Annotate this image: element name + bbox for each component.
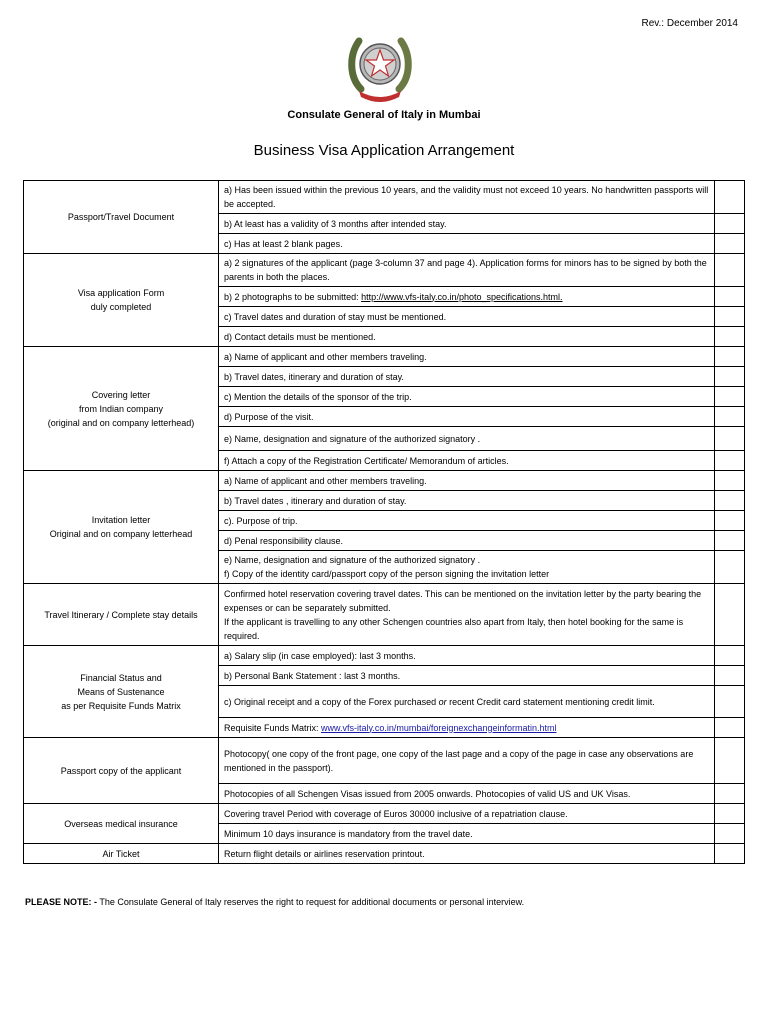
requirement-text: f) Copy of the identity card/passport copy of the person signing the invitation letter: [224, 569, 550, 579]
checklist-box[interactable]: [715, 451, 745, 471]
requirement-text: b) 2 photographs to be submitted:: [224, 291, 362, 302]
category-cell: [24, 584, 219, 646]
requirement-cell: [219, 254, 715, 287]
checklist-box[interactable]: [715, 214, 745, 234]
requirement-cell: [219, 387, 715, 407]
category-label: from Indian company: [78, 403, 164, 414]
requirement-cell: [219, 844, 715, 864]
requirement-cell: [219, 646, 715, 666]
requirement-cell: [219, 347, 715, 367]
checklist-box[interactable]: [715, 234, 745, 254]
category-label: (original and on company letterhead): [47, 417, 195, 428]
checklist-box[interactable]: [715, 804, 745, 824]
category-cell: [24, 738, 219, 804]
category-label: duly completed: [90, 302, 152, 312]
page-title: Business Visa Application Arrangement: [253, 142, 515, 159]
requirement-text: f) Attach a copy of the Registration Certificate/ Memorandum of articles.: [224, 455, 509, 466]
note-label: PLEASE NOTE: -: [25, 897, 98, 907]
requirement-text: d) Purpose of the visit.: [224, 411, 314, 422]
requirement-text: b) At least has a validity of 3 months after intended stay.: [224, 218, 447, 229]
category-label: Covering letter: [91, 389, 151, 400]
checklist-box[interactable]: [715, 718, 745, 738]
requirement-cell: [219, 367, 715, 387]
requirement-text: Minimum 10 days insurance is mandatory from the travel date.: [224, 828, 473, 839]
requirement-text: Photocopies of all Schengen Visas issued from 2005 onwards. Photocopies of valid US and UK Visas.: [224, 788, 631, 799]
requirement-text: c) Mention the details of the sponsor of the trip.: [224, 391, 412, 402]
category-label: Visa application Form: [77, 288, 165, 298]
requirement-text: Confirmed hotel reservation covering travel dates. This can be mentioned on the invitation letter by the party bearing the expenses or can be separately submitted.: [224, 588, 702, 613]
requirement-cell: [219, 234, 715, 254]
checklist-box[interactable]: [715, 367, 745, 387]
requirement-text: a) 2 signatures of the applicant (page 3-column 37 and page 4). Application forms for minors has to be signed by both the parents in both the places.: [224, 258, 707, 282]
category-label: Travel Itinerary / Complete stay details: [44, 609, 198, 620]
requirement-text: d) Contact details must be mentioned.: [224, 331, 376, 342]
requirement-cell: [219, 327, 715, 347]
checklist-box[interactable]: [715, 666, 745, 686]
checklist-box[interactable]: [715, 327, 745, 347]
checklist-box[interactable]: [715, 784, 745, 804]
category-cell: [24, 347, 219, 471]
table-row: [24, 584, 745, 646]
category-label: Means of Sustenance: [77, 686, 165, 697]
table-row: [24, 804, 745, 824]
requirement-text: a) Name of applicant and other members traveling.: [224, 351, 427, 362]
requirement-cell: [219, 804, 715, 824]
checklist-box[interactable]: [715, 387, 745, 407]
requirement-text: Return flight details or airlines reservation printout.: [224, 848, 425, 859]
requirement-cell: [219, 214, 715, 234]
requirement-text: Covering travel Period with coverage of Euros 30000 inclusive of a repatriation clause.: [224, 808, 568, 819]
requirement-text: a) Name of applicant and other members traveling.: [224, 475, 427, 486]
requirement-text: e) Name, designation and signature of the authorized signatory .: [224, 433, 481, 444]
requirement-text: recent Credit card statement mentioning credit limit.: [446, 696, 655, 707]
requirement-link[interactable]: www.vfs-italy.co.in/mumbai/foreignexchangeinformatin.html: [321, 722, 557, 733]
requirement-emphasis: or: [438, 696, 447, 707]
checklist-box[interactable]: [715, 471, 745, 491]
checklist-box[interactable]: [715, 686, 745, 718]
checklist-box[interactable]: [715, 491, 745, 511]
requirement-text: If the applicant is travelling to any other Schengen countries also apart from Italy, then hotel booking for the same is required.: [224, 616, 684, 641]
requirement-text: c) Has at least 2 blank pages.: [224, 238, 343, 249]
checklist-box[interactable]: [715, 738, 745, 784]
requirement-cell: [219, 551, 715, 584]
checklist-box[interactable]: [715, 844, 745, 864]
requirement-cell: [219, 471, 715, 491]
requirement-cell: [219, 427, 715, 451]
italian-emblem-icon: [347, 31, 413, 103]
please-note: [25, 897, 524, 907]
requirement-text: b) Travel dates , itinerary and duration of stay.: [224, 495, 407, 506]
requirements-table: [23, 180, 745, 864]
checklist-box[interactable]: [715, 254, 745, 287]
checklist-box[interactable]: [715, 347, 745, 367]
table-row: [24, 181, 745, 214]
revision-date: Rev.: December 2014: [641, 18, 738, 29]
requirement-text: c). Purpose of trip.: [224, 515, 298, 526]
category-label: Invitation letter: [91, 515, 151, 525]
category-cell: [24, 254, 219, 347]
requirement-cell: [219, 738, 715, 784]
category-label: Overseas medical insurance: [64, 818, 178, 829]
table-row: [24, 844, 745, 864]
checklist-box[interactable]: [715, 531, 745, 551]
requirement-text: c) Original receipt and a copy of the Forex purchased: [224, 696, 439, 707]
category-label: as per Requisite Funds Matrix: [61, 700, 181, 711]
category-label: Passport/Travel Document: [67, 212, 175, 222]
requirement-text: Photocopy( one copy of the front page, one copy of the last page and a copy of the page in case any observations are mentioned in the passport).: [224, 748, 694, 773]
requirement-cell: [219, 407, 715, 427]
checklist-box[interactable]: [715, 646, 745, 666]
requirement-cell: [219, 451, 715, 471]
requirement-cell: [219, 531, 715, 551]
checklist-box[interactable]: [715, 824, 745, 844]
checklist-box[interactable]: [715, 511, 745, 531]
requirement-link[interactable]: http://www.vfs-italy.co.in/photo_specifications.html.: [361, 291, 563, 302]
checklist-box[interactable]: [715, 427, 745, 451]
requirement-text: b) Personal Bank Statement : last 3 months.: [224, 670, 401, 681]
requirement-cell: [219, 666, 715, 686]
category-label: Original and on company letterhead: [49, 529, 193, 539]
requirement-cell: [219, 511, 715, 531]
checklist-box[interactable]: [715, 287, 745, 307]
table-row: [24, 471, 745, 491]
requirement-cell: [219, 584, 715, 646]
checklist-box[interactable]: [715, 307, 745, 327]
requirement-text: Requisite Funds Matrix:: [224, 722, 322, 733]
category-cell: [24, 181, 219, 254]
category-cell: [24, 646, 219, 738]
requirement-text: d) Penal responsibility clause.: [224, 535, 344, 546]
requirement-cell: [219, 287, 715, 307]
category-label: Air Ticket: [102, 848, 140, 859]
requirement-cell: [219, 491, 715, 511]
checklist-box[interactable]: [715, 407, 745, 427]
note-text: The Consulate General of Italy reserves the right to request for additional documents or personal interview.: [97, 897, 525, 907]
table-row: [24, 646, 745, 666]
requirement-text: a) Salary slip (in case employed): last 3 months.: [224, 650, 416, 661]
requirement-text: a) Has been issued within the previous 10 years, and the validity must not exceed 10 years. No handwritten passports will be accepted.: [224, 185, 709, 209]
category-cell: [24, 471, 219, 584]
requirement-cell: [219, 718, 715, 738]
checklist-box[interactable]: [715, 584, 745, 646]
checklist-box[interactable]: [715, 181, 745, 214]
requirement-text: c) Travel dates and duration of stay must be mentioned.: [224, 311, 447, 322]
checklist-box[interactable]: [715, 551, 745, 584]
category-label: Passport copy of the applicant: [60, 765, 182, 776]
consulate-name: Consulate General of Italy in Mumbai: [287, 109, 481, 121]
category-cell: [24, 804, 219, 844]
table-row: [24, 347, 745, 367]
requirement-text: e) Name, designation and signature of the authorized signatory .: [224, 555, 481, 565]
requirement-cell: [219, 181, 715, 214]
requirement-cell: [219, 686, 715, 718]
table-row: [24, 738, 745, 784]
table-row: [24, 254, 745, 287]
requirement-cell: [219, 307, 715, 327]
category-label: Financial Status and: [80, 672, 162, 683]
requirement-cell: [219, 784, 715, 804]
requirement-text: b) Travel dates, itinerary and duration of stay.: [224, 371, 404, 382]
requirement-cell: [219, 824, 715, 844]
category-cell: [24, 844, 219, 864]
